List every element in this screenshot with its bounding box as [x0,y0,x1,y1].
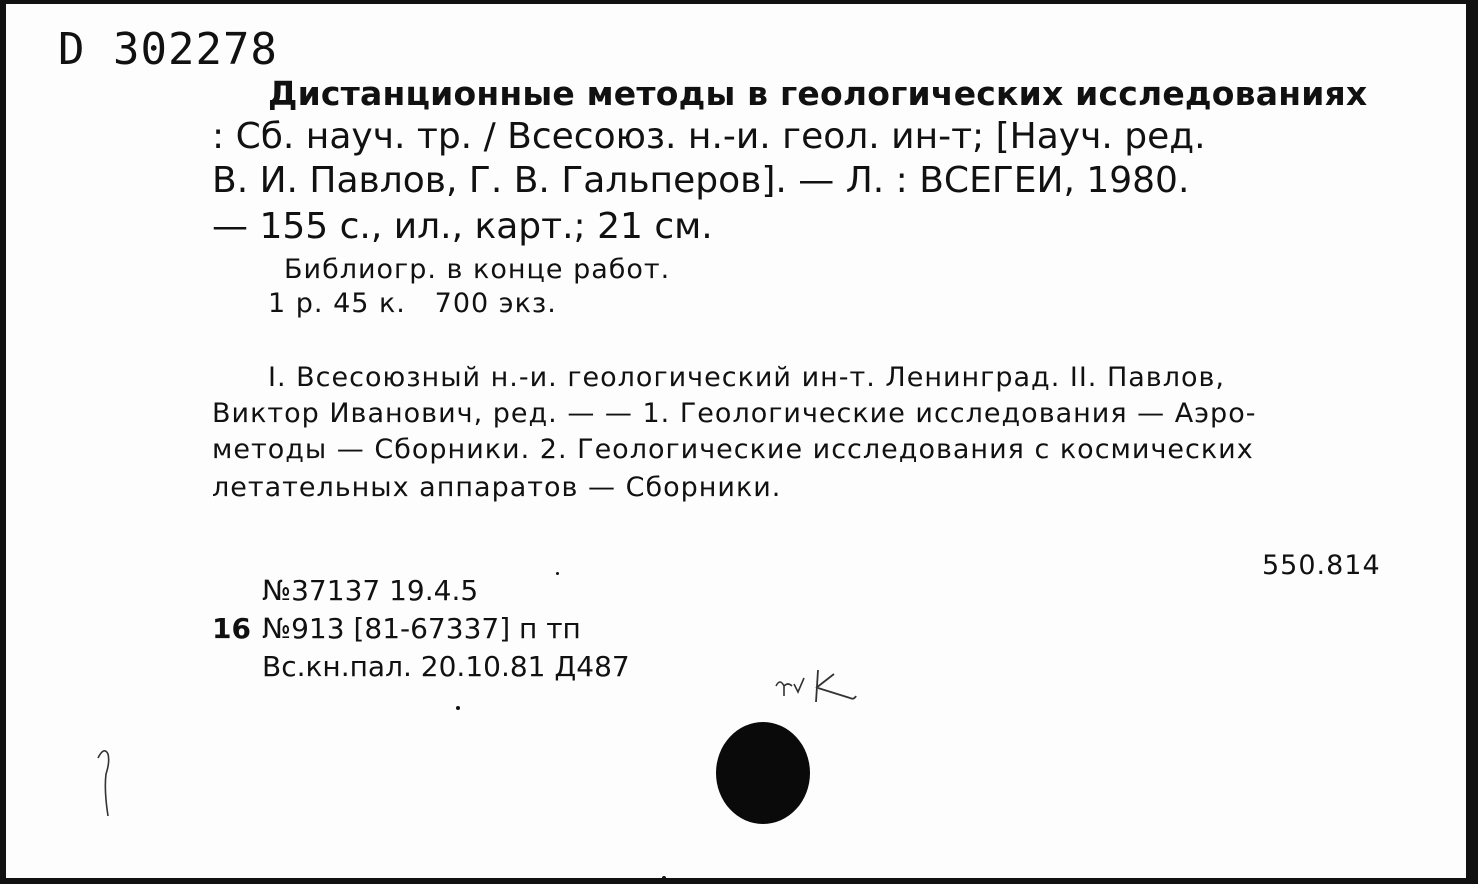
bibliography-note: Библиогр. в конце работ. [284,254,671,285]
registration-prefix: 16 [212,612,251,645]
card-border-top [0,0,1478,4]
tracing-line-4: летательных аппаратов — Сборники. [212,472,782,503]
book-title: Дистанционные методы в геологических исследованиях [268,74,1368,113]
tracing-line-3: методы — Сборники. 2. Геологические исследования с космических [212,434,1254,465]
card-border-right [1466,0,1478,884]
card-border-left [0,0,6,884]
price-print-run-note: 1 р. 45 к. 700 экз. [268,288,557,319]
speck-dot [662,876,666,880]
speck-dot [556,572,559,575]
tracing-line-2: Виктор Иванович, ред. — — 1. Геологические исследования — Аэро- [212,398,1257,429]
card-border-bottom [0,878,1478,884]
punch-hole [716,722,810,824]
description-line-3: — 155 с., ил., карт.; 21 см. [212,206,713,247]
udc-index: 550.814 [1262,550,1381,581]
registration-line-2: №913 [81-67337] п тп [262,612,581,645]
inventory-stamp: D 302278 [58,24,278,75]
registration-line-3: Вс.кн.пал. 20.10.81 Д487 [262,650,630,683]
handwritten-initials-mark [772,664,862,708]
tracing-line-1: I. Всесоюзный н.-и. геологический ин-т. Ленинград. II. Павлов, [268,362,1225,393]
description-line-1: : Сб. науч. тр. / Всесоюз. н.-и. геол. ин-т; [Науч. ред. [212,116,1206,157]
description-line-2: В. И. Павлов, Г. В. Гальперов]. — Л. : ВСЕГЕИ, 1980. [212,160,1190,201]
handwritten-squiggle-mark [92,744,122,820]
registration-line-1: №37137 19.4.5 [262,574,479,607]
speck-dot [456,706,460,710]
